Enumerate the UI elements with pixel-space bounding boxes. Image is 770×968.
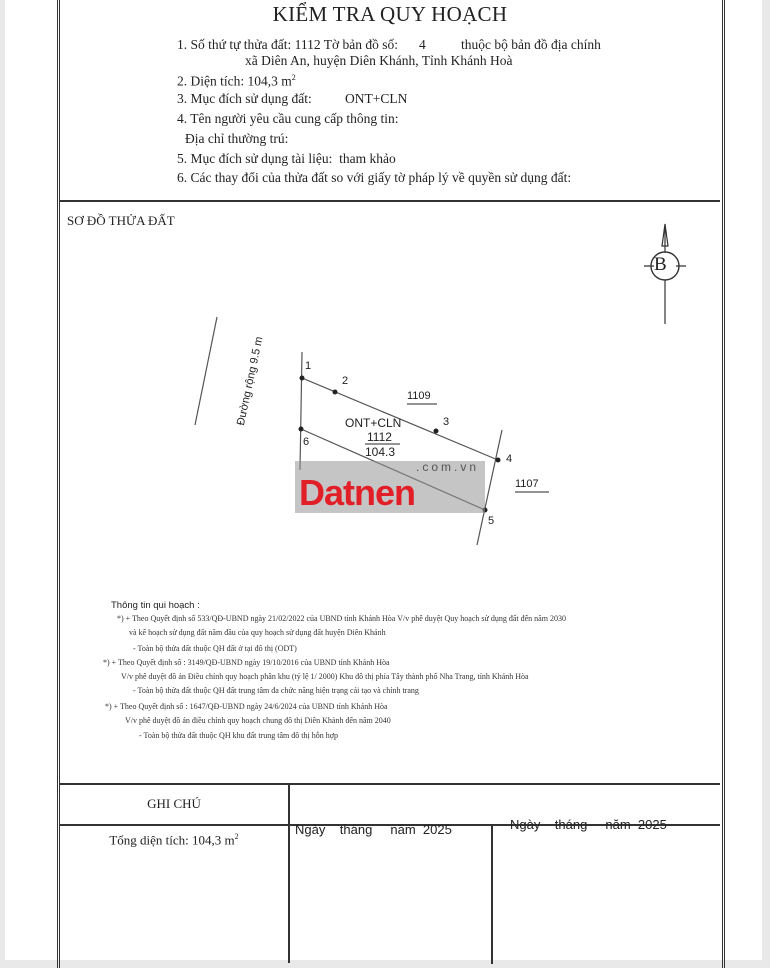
planning-line: - Toàn bộ thửa đất thuộc QH đất trung tâm đa chức năng hiện trạng cải tạo và chỉnh trang xyxy=(133,686,419,695)
document-page xyxy=(5,0,762,960)
parcel-west-line xyxy=(300,352,302,470)
document-purpose-line: 5. Mục đích sử dụng tài liệu: tham khảo xyxy=(177,151,396,166)
neighbor-parcel-1109: 1109 xyxy=(407,390,431,402)
signature-date-1: Ngày tháng năm 2025 xyxy=(295,822,452,837)
point-label-1: 1 xyxy=(305,360,312,372)
land-use-value: ONT+CLN xyxy=(345,91,408,106)
point-6 xyxy=(299,427,304,432)
point-label-5: 5 xyxy=(488,515,495,527)
parcel-use: ONT+CLN xyxy=(345,416,402,430)
point-2 xyxy=(333,390,338,395)
cadastral-set-label: thuộc bộ bản đồ địa chính xyxy=(461,37,601,52)
requester-label: 4. Tên người yêu cầu cung cấp thông tin: xyxy=(177,111,399,126)
watermark-brand: Datnen xyxy=(299,472,416,513)
land-use-label: 3. Mục đích sử dụng đất: xyxy=(177,91,312,106)
map-sheet-number: 4 xyxy=(419,37,426,52)
point-label-2: 2 xyxy=(342,375,349,387)
point-label-4: 4 xyxy=(506,453,513,465)
table-column-divider xyxy=(288,783,290,963)
planning-heading: Thông tin qui hoạch : xyxy=(111,600,200,611)
parcel-area: 104.3 xyxy=(365,445,396,459)
address: xã Diên An, huyện Diên Khánh, Tỉnh Khánh Hoà xyxy=(245,53,513,68)
road-width-label: Đường rộng 9.5 m xyxy=(234,335,266,427)
changes-label: 6. Các thay đổi của thửa đất so với giấy tờ pháp lý về quyền sử dụng đất: xyxy=(177,170,572,185)
parcel-number-line: 1. Số thứ tự thửa đất: 1112 Tờ bản đồ số: xyxy=(177,37,398,52)
watermark-domain: .com.vn xyxy=(415,460,479,474)
planning-line: - Toàn bộ thửa đất thuộc QH đất ở tại đô thị (ODT) xyxy=(133,644,297,653)
planning-line: - Toàn bộ thửa đất thuộc QH khu đất trung tâm đô thị hỗn hợp xyxy=(139,731,338,740)
north-label: B xyxy=(654,254,667,275)
planning-line: *) + Theo Quyết định số 533/QĐ-UBND ngày 21/02/2022 của UBND tỉnh Khánh Hòa V/v phê duyệt Quy hoạch sử dụng đất đến năm 2030 xyxy=(117,614,566,623)
neighbor-parcel-1107: 1107 xyxy=(515,478,539,490)
table-column-divider xyxy=(491,824,493,964)
parcel-id: 1112 xyxy=(367,430,392,444)
point-label-3: 3 xyxy=(443,416,450,428)
planning-line: và kế hoạch sử dụng đất năm đầu của quy hoạch sử dụng đất huyện Diên Khánh xyxy=(129,628,386,637)
planning-line: V/v phê duyệt đồ án Điều chỉnh quy hoạch phân khu (tỷ lệ 1/ 2000) Khu đô thị phía Tây thành phố Nha Trang, tỉnh Khánh Hòa xyxy=(121,672,529,681)
point-label-6: 6 xyxy=(303,436,310,448)
road-edge-line xyxy=(195,317,217,425)
point-3 xyxy=(434,429,439,434)
table-top-border xyxy=(60,783,720,785)
sketch-title: SƠ ĐỒ THỬA ĐẤT xyxy=(67,213,175,228)
planning-line: V/v phê duyệt đồ án điều chỉnh quy hoạch chung đô thị Diên Khánh đến năm 2040 xyxy=(125,716,391,725)
notes-label: GHI CHÚ xyxy=(147,796,201,811)
planning-line: *) + Theo Quyết định số : 1647/QĐ-UBND ngày 24/6/2024 của UBND tỉnh Khánh Hòa xyxy=(105,702,388,711)
planning-line: *) + Theo Quyết định số : 3149/QĐ-UBND ngày 19/10/2016 của UBND tỉnh Khánh Hòa xyxy=(103,658,390,667)
watermark-logo xyxy=(295,461,485,513)
area-line: 2. Diện tích: 104,3 $m^2$ xyxy=(177,73,296,89)
total-area: Tổng diện tích: 104,3 $m^2$ xyxy=(109,832,239,848)
residence-label: Địa chỉ thường trú: xyxy=(185,131,289,146)
point-1 xyxy=(300,376,305,381)
signature-date-2: Ngày tháng năm 2025 xyxy=(510,817,667,832)
point-4 xyxy=(496,458,501,463)
page-title: KIỂM TRA QUY HOẠCH xyxy=(272,2,508,26)
